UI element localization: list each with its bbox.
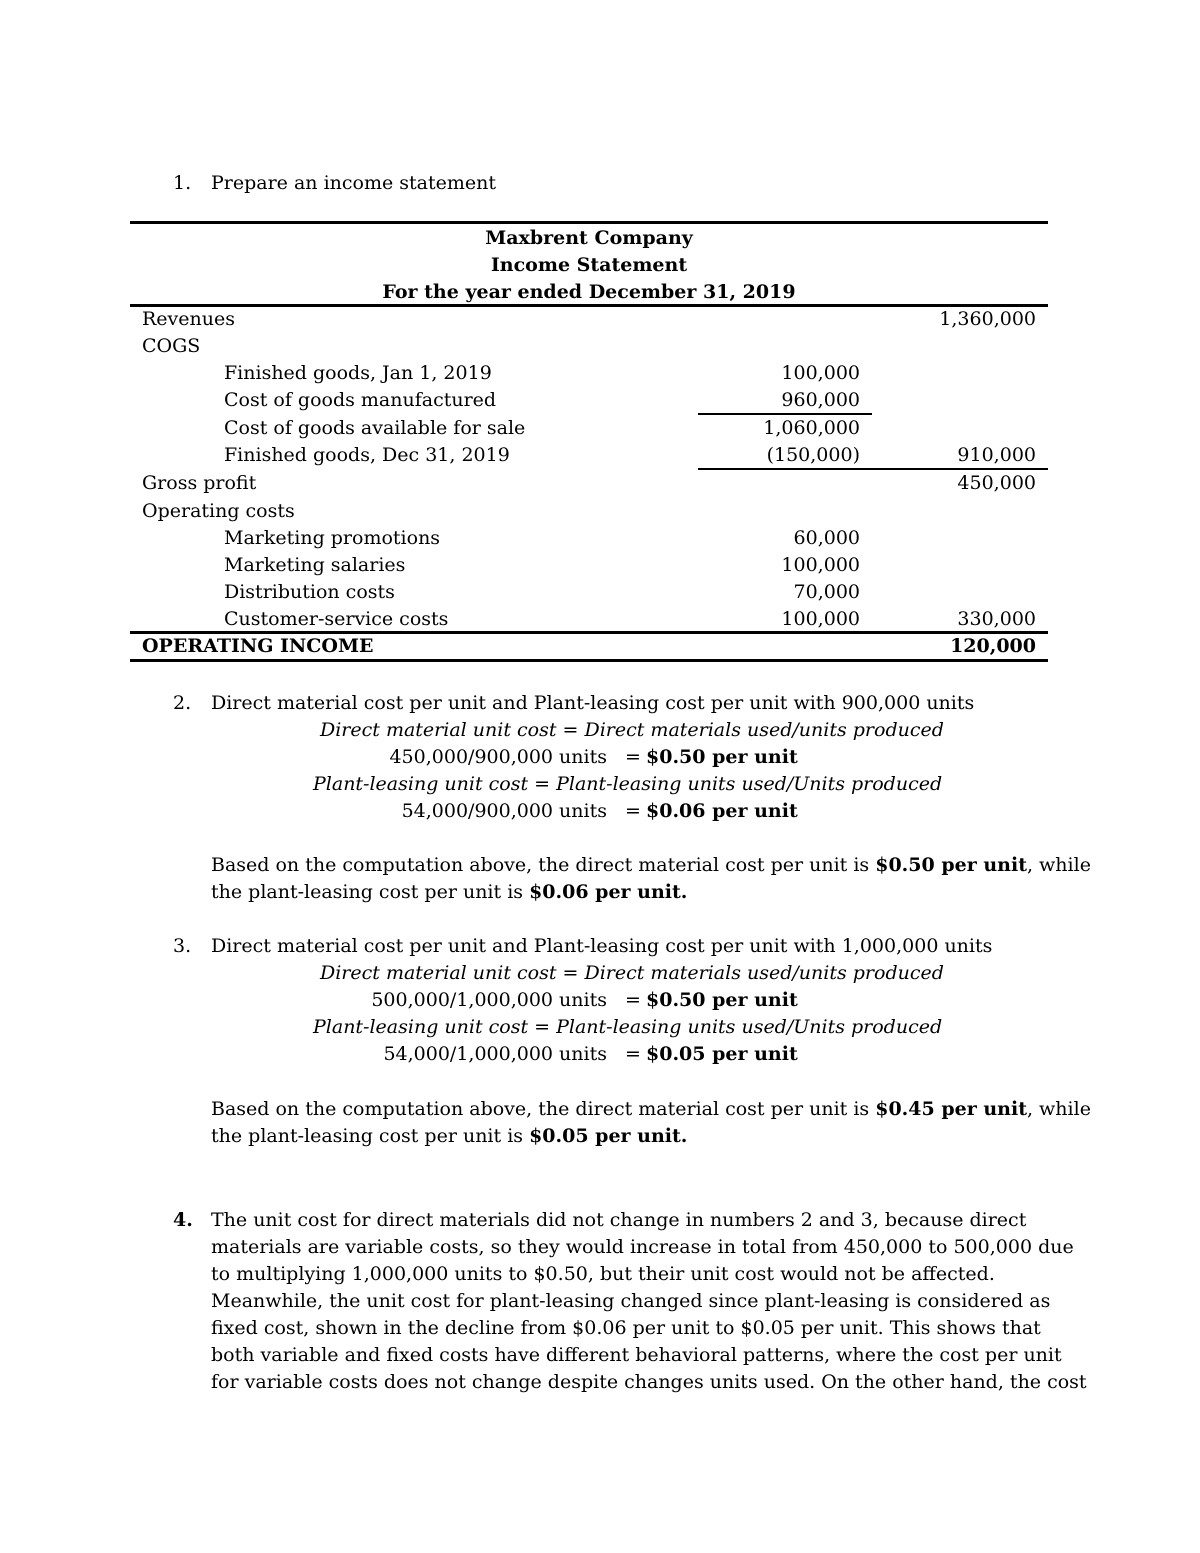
row-label: Cost of goods available for sale xyxy=(224,417,526,439)
q2-formula-direct-material: Direct material unit cost = Direct materials used/units produced xyxy=(320,719,944,741)
q3-conclusion-line2 xyxy=(211,1125,687,1147)
q4-line: Meanwhile, the unit cost for plant-leasing changed since plant-leasing is considered as xyxy=(211,1290,1051,1312)
operating-income-top-rule xyxy=(130,631,1048,634)
q2-conclusion-line2 xyxy=(211,881,687,903)
q4-line: both variable and fixed costs have different behavioral patterns, where the cost per unit xyxy=(211,1344,1062,1366)
q3-conclusion-dm-value: $0.45 per unit xyxy=(875,1098,1027,1120)
q2-calc1-eq: = xyxy=(625,746,641,768)
q4-line: materials are variable costs, so they would increase in total from 450,000 to 500,000 due xyxy=(211,1236,1074,1258)
q3-number: 3. xyxy=(173,935,192,957)
q2-conclusion-line1 xyxy=(211,854,1091,876)
q3-conclusion-text: the plant-leasing cost per unit is xyxy=(211,1125,530,1147)
row-col1: 70,000 xyxy=(793,581,860,603)
q2-number: 2. xyxy=(173,692,192,714)
q3-conclusion-text: , while xyxy=(1026,1098,1091,1120)
row-label: Finished goods, Dec 31, 2019 xyxy=(224,444,510,466)
statement-row xyxy=(130,335,1048,362)
q3-formula-plant-leasing: Plant-leasing unit cost = Plant-leasing units used/Units produced xyxy=(313,1016,943,1038)
q2-calc2-left: 54,000/900,000 units xyxy=(401,800,607,822)
row-label: Marketing salaries xyxy=(224,554,406,576)
statement-row xyxy=(130,389,1048,416)
q3-conclusion-text: Based on the computation above, the direct material cost per unit is xyxy=(211,1098,876,1120)
operating-income-value: 120,000 xyxy=(950,635,1036,657)
row-label: Cost of goods manufactured xyxy=(224,389,497,411)
q4-number: 4. xyxy=(173,1209,193,1231)
q4-line: for variable costs does not change despite changes units used. On the other hand, the cost xyxy=(211,1371,1087,1393)
q4-line: to multiplying 1,000,000 units to $0.50, but their unit cost would not be affected. xyxy=(211,1263,995,1285)
statement-title: Income Statement xyxy=(490,254,688,276)
row-col2: 450,000 xyxy=(957,472,1036,494)
q3-conclusion-pl-value: $0.05 per unit. xyxy=(529,1125,688,1147)
q2-calc1-result: $0.50 per unit xyxy=(646,746,798,768)
row-label: Marketing promotions xyxy=(224,527,441,549)
q2-calc1-left: 450,000/900,000 units xyxy=(389,746,607,768)
q2-calc2-result: $0.06 per unit xyxy=(646,800,798,822)
statement-row xyxy=(130,417,1048,444)
statement-row xyxy=(130,444,1048,471)
q3-calc1-eq: = xyxy=(625,989,641,1011)
row-col1: 960,000 xyxy=(781,389,860,411)
q2-formula-plant-leasing: Plant-leasing unit cost = Plant-leasing units used/Units produced xyxy=(313,773,943,795)
q3-title: Direct material cost per unit and Plant-leasing cost per unit with 1,000,000 units xyxy=(211,935,993,957)
q3-calc2-eq: = xyxy=(625,1043,641,1065)
q2-conclusion-text: Based on the computation above, the direct material cost per unit is xyxy=(211,854,876,876)
statement-company: Maxbrent Company xyxy=(485,227,693,249)
q2-conclusion-text: the plant-leasing cost per unit is xyxy=(211,881,530,903)
row-label: Customer-service costs xyxy=(224,608,449,630)
q3-calc2-left: 54,000/1,000,000 units xyxy=(383,1043,607,1065)
row-col1: 1,060,000 xyxy=(763,417,860,439)
row-label: COGS xyxy=(142,335,201,357)
statement-row xyxy=(130,472,1048,499)
q4-line: fixed cost, shown in the decline from $0.06 per unit to $0.05 per unit. This shows that xyxy=(211,1317,1041,1339)
q2-conclusion-text: , while xyxy=(1026,854,1091,876)
row-col1: (150,000) xyxy=(766,444,860,466)
row-col1: 60,000 xyxy=(793,527,860,549)
q3-calc1-left: 500,000/1,000,000 units xyxy=(371,989,607,1011)
row-label: Gross profit xyxy=(142,472,257,494)
row-col2: 330,000 xyxy=(957,608,1036,630)
operating-income-row xyxy=(130,635,1048,662)
q2-title: Direct material cost per unit and Plant-leasing cost per unit with 900,000 units xyxy=(211,692,975,714)
q3-conclusion-line1 xyxy=(211,1098,1091,1120)
subtotal-underline xyxy=(698,413,872,415)
operating-income-bottom-rule xyxy=(130,659,1048,662)
q1-title: Prepare an income statement xyxy=(211,172,496,194)
statement-row xyxy=(130,308,1048,335)
q2-conclusion-pl-value: $0.06 per unit. xyxy=(529,881,688,903)
statement-row xyxy=(130,527,1048,554)
statement-row xyxy=(130,554,1048,581)
statement-row xyxy=(130,581,1048,608)
statement-period: For the year ended December 31, 2019 xyxy=(382,281,796,303)
q3-calc2-result: $0.05 per unit xyxy=(646,1043,798,1065)
q3-calc1-result: $0.50 per unit xyxy=(646,989,798,1011)
row-label: Distribution costs xyxy=(224,581,395,603)
statement-top-rule xyxy=(130,221,1048,224)
statement-header-rule xyxy=(130,304,1048,307)
q1-number: 1. xyxy=(173,172,192,194)
row-col2: 910,000 xyxy=(957,444,1036,466)
q4-line: The unit cost for direct materials did not change in numbers 2 and 3, because direct xyxy=(211,1209,1027,1231)
row-col1: 100,000 xyxy=(781,554,860,576)
q2-calc2-eq: = xyxy=(625,800,641,822)
statement-row xyxy=(130,362,1048,389)
cogs-underline xyxy=(698,468,1048,470)
row-col1: 100,000 xyxy=(781,608,860,630)
row-col2: 1,360,000 xyxy=(939,308,1036,330)
row-label: Finished goods, Jan 1, 2019 xyxy=(224,362,492,384)
statement-row xyxy=(130,500,1048,527)
operating-income-label: OPERATING INCOME xyxy=(142,635,374,657)
row-col1: 100,000 xyxy=(781,362,860,384)
row-label: Operating costs xyxy=(142,500,295,522)
q2-conclusion-dm-value: $0.50 per unit xyxy=(875,854,1027,876)
q3-formula-direct-material: Direct material unit cost = Direct materials used/units produced xyxy=(320,962,944,984)
row-label: Revenues xyxy=(142,308,235,330)
